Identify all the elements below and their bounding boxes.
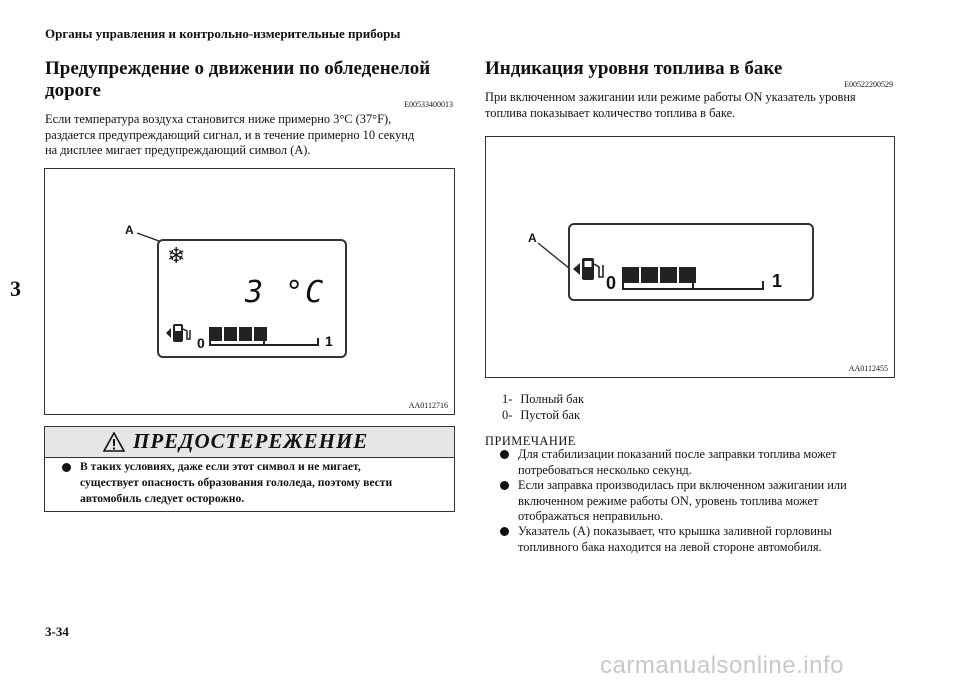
- warning-title: ПРЕДОСТЕРЕЖЕНИЕ: [133, 429, 369, 453]
- fuel-segment: [679, 267, 696, 283]
- bullet-icon: [500, 450, 509, 459]
- figure-fuel-gauge: [485, 136, 895, 378]
- bullet-icon: [500, 527, 509, 536]
- bullet-icon: [62, 463, 71, 472]
- legend-item-full: 1- Полный бак: [502, 392, 584, 406]
- fuel-pump-icon: [572, 255, 606, 283]
- fuel-segment: [641, 267, 658, 283]
- figure-code: AA0112716: [408, 401, 448, 410]
- section-title-icy-road: Предупреждение о движении по обледенелой дороге: [45, 58, 431, 101]
- fuel-segment: [660, 267, 677, 283]
- temperature-readout: 3 °C: [245, 275, 326, 310]
- fuel-segment: [239, 327, 252, 341]
- running-header: Органы управления и контрольно-измерительные приборы: [45, 26, 401, 41]
- gauge-full-mark: 1: [325, 333, 333, 349]
- fuel-pump-icon: [165, 321, 193, 345]
- warning-box: [44, 426, 455, 512]
- section-title-fuel-level: Индикация уровня топлива в баке: [485, 58, 783, 79]
- section-code: E00533400013: [404, 100, 453, 109]
- legend-item-empty: 0- Пустой бак: [502, 408, 580, 422]
- gauge-tick: [317, 338, 319, 346]
- snowflake-icon: ❄: [167, 243, 186, 268]
- fuel-segment: [224, 327, 237, 341]
- gauge-tick: [622, 281, 624, 290]
- fuel-description: При включенном зажигании или режиме работы ON указатель уровня топлива показывает количество топлива в баке.: [485, 90, 856, 120]
- section-code: E00522200529: [844, 80, 893, 89]
- chapter-tab: 3: [10, 276, 21, 301]
- note-title: ПРИМЕЧАНИЕ: [485, 434, 576, 448]
- gauge-empty-mark: 0: [606, 273, 617, 293]
- gauge-tick: [209, 338, 211, 346]
- figure-icy-road-display: [44, 168, 455, 415]
- gauge-tick: [692, 282, 694, 290]
- fuel-segment: [622, 267, 639, 283]
- warning-text: В таких условиях, даже если этот символ и не мигает, существует опасность образования гололеда, поэтому вести автомобиль следует осторожно.: [62, 459, 442, 507]
- watermark: carmanualsonline.info: [600, 652, 844, 679]
- warning-triangle-icon: [103, 432, 125, 452]
- note-item: Если заправка производилась при включенном зажигании или включенном режиме работы ON, уровень топлива может отображаться неправильно.: [500, 478, 900, 525]
- gauge-empty-mark: 0: [197, 335, 205, 351]
- callout-a-label: A: [528, 231, 537, 245]
- lcd-panel: [568, 223, 814, 301]
- lcd-panel: [157, 239, 347, 358]
- icy-road-description: Если температура воздуха становится ниже примерно 3°C (37°F), раздается предупреждающий сигнал, и в течение примерно 10 секунд на дисплее мигает предупреждающий символ (A).: [45, 112, 415, 157]
- callout-a-label: A: [125, 223, 134, 237]
- figure-code: AA0112455: [848, 364, 888, 373]
- gauge-tick: [762, 281, 764, 290]
- gauge-full-mark: 1: [772, 271, 783, 291]
- page-number: 3-34: [45, 624, 69, 639]
- bullet-icon: [500, 481, 509, 490]
- gauge-tick: [263, 339, 265, 346]
- fuel-segment: [254, 327, 267, 341]
- note-item: Для стабилизации показаний после заправки топлива может потребоваться несколько секунд.: [500, 447, 900, 478]
- warning-header: [45, 427, 454, 458]
- note-item: Указатель (A) показывает, что крышка заливной горловины топливного бака находится на левой стороне автомобиля.: [500, 524, 900, 555]
